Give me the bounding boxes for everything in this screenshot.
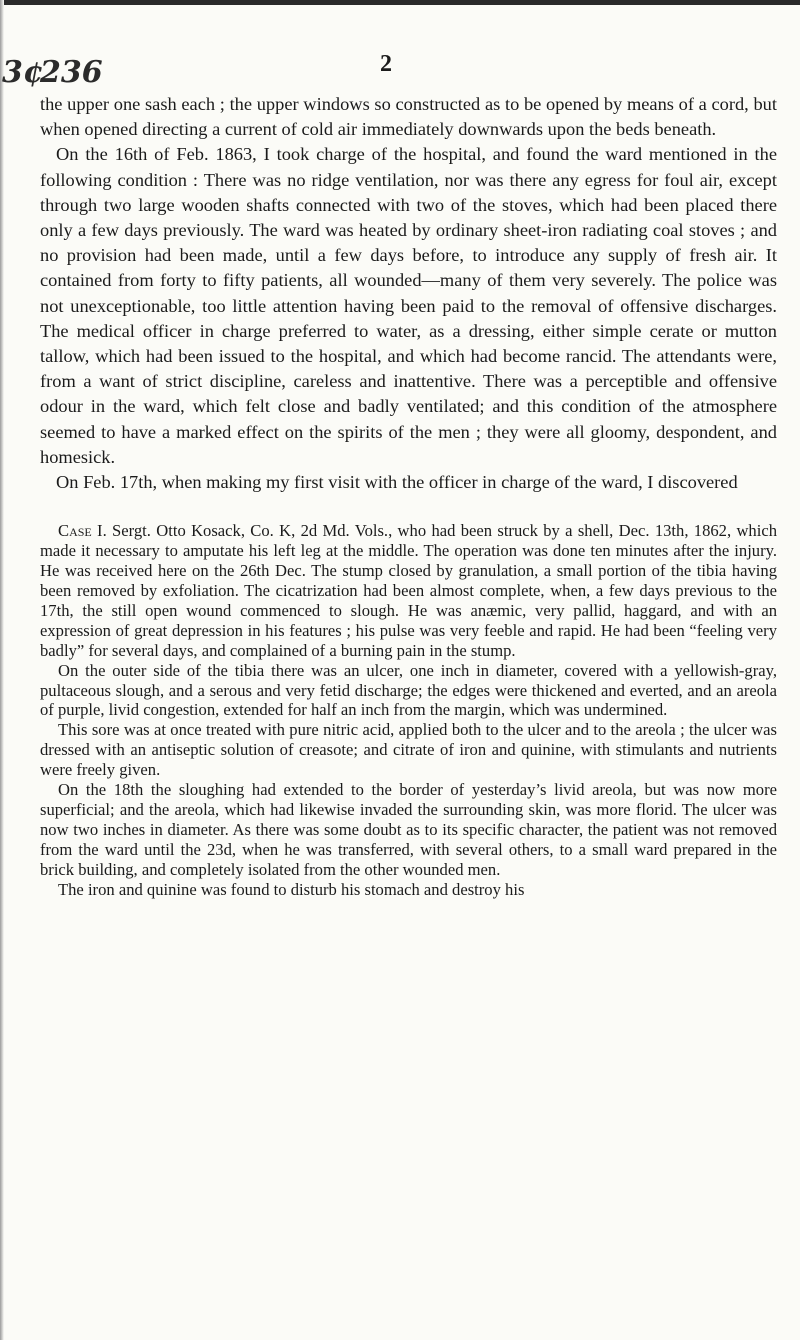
case-intro-text: Sergt. Otto Kosack, Co. K, 2d Md. Vols., who had been struck by a shell, Dec. 13th, 1862, which made it necessary to amputate his left leg at the middle. The operation was done ten minutes after the injury. He was received here on the 26th Dec. The stump closed by granulation, a small portion of the tibia having been removed by exfoliation. The cicatrization had been almost complete, when, a few days previous to the 17th, the still open wound commenced to slough. He was anæmic, very pallid, haggard, and with an expression of great depression in his features ; his pulse was very feeble and rapid. He had been “feeling very badly” for several days, and complained of a burning pain in the stump.	[40, 521, 777, 660]
case-paragraph: On the outer side of the tibia there was an ulcer, one inch in diameter, covered with a yellowish-gray, pultaceous slough, and a serous and very fetid discharge; the edges were thickened and everted, and an areola of purple, livid congestion, extended for half an inch from the margin, which was undermined.	[40, 660, 777, 720]
case-paragraph: This sore was at once treated with pure nitric acid, applied both to the ulcer and to the areola ; the ulcer was dressed with an antiseptic solution of creasote; and citrate of iron and quinine, with stimulants and nutrients were freely given.	[40, 720, 777, 780]
handwritten-margin-mark: 3¢	[2, 55, 44, 90]
paragraph: On the 16th of Feb. 1863, I took charge of the hospital, and found the ward mentioned in the following condition : There was no ridge ventilation, nor was there any egress for foul air, except through two large wooden shafts connected with two of the stoves, which had been placed there only a few days previously. The ward was heated by ordinary sheet-iron radiating coal stoves ; and no provision had been made, until a few days before, to introduce any supply of fresh air. It contained from forty to fifty patients, all wounded—many of them very severely. The police was not unexceptionable, too little attention having been paid to the removal of offensive discharges. The medical officer in charge preferred to water, as a dressing, either simple cerate or mutton tallow, which had been issued to the hospital, and which had become rancid. The attendants were, from a want of strict discipline, careless and inattentive. There was a perceptible and offensive odour in the ward, which felt close and badly ventilated; and this condition of the atmosphere seemed to have a marked effect on the spirits of the men ; they were all gloomy, despondent, and homesick.	[40, 144, 777, 467]
page-top-edge	[0, 0, 800, 5]
handwritten-page-mark: 236	[40, 55, 103, 90]
case-label: Case I.	[58, 521, 107, 541]
page-left-edge	[0, 0, 4, 1340]
paragraph: On Feb. 17th, when making my first visit with the officer in charge of the ward, I discovered	[56, 472, 738, 493]
paragraph: the upper one sash each ; the upper windows so constructed as to be opened by means of a cord, but when opened directing a current of cold air immediately downwards upon the beds beneath.	[40, 94, 777, 140]
case-paragraph: The iron and quinine was found to disturb his stomach and destroy his	[58, 879, 525, 899]
page-body	[40, 92, 777, 899]
page-header	[0, 52, 800, 92]
case-report	[40, 521, 777, 899]
case-paragraph: On the 18th the sloughing had extended to the border of yesterday’s livid areola, but was now more superficial; and the areola, which had likewise invaded the surrounding skin, was more florid. The ulcer was now two inches in diameter. As there was some doubt as to its specific character, the patient was not removed from the ward until the 23d, when he was transferred, with several others, to a small ward prepared in the brick building, and completely isolated from the other wounded men.	[40, 780, 777, 879]
case-paragraph	[40, 521, 777, 660]
page-number: 2	[380, 51, 392, 77]
